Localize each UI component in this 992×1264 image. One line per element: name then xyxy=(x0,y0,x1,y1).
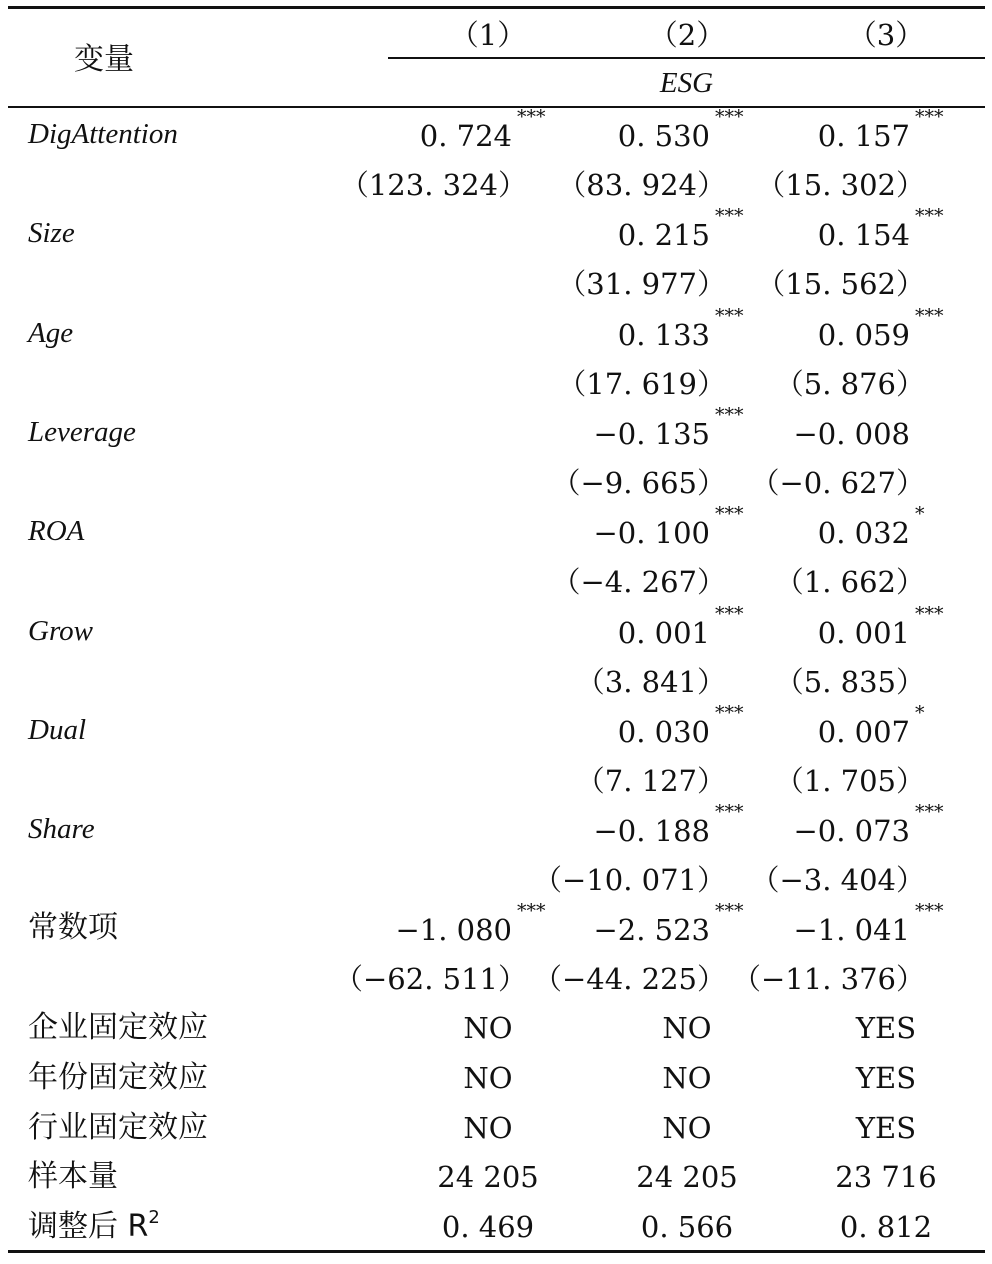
footer-value: 23 716 xyxy=(835,1160,937,1195)
top-rule xyxy=(8,6,985,9)
coefficient: 0. 133 *** xyxy=(617,304,744,352)
footer-label: 调整后 $R^2$ xyxy=(28,1207,160,1245)
coefficient: −1. 080 *** xyxy=(395,900,546,948)
variable-name: Grow xyxy=(28,614,93,647)
significance-stars: *** xyxy=(915,602,944,625)
coefficient: −0. 008 xyxy=(793,416,910,451)
footer-value: 24 205 xyxy=(636,1160,738,1195)
coefficient: 0. 001 *** xyxy=(817,602,944,650)
coefficient: 0. 157 *** xyxy=(817,106,944,153)
footer-label: 企业固定效应 xyxy=(28,1010,208,1045)
coefficient: −0. 100 *** xyxy=(593,503,744,551)
coefficient: −0. 188 *** xyxy=(593,801,744,849)
coefficient: −2. 523 *** xyxy=(593,900,744,948)
significance-stars: *** xyxy=(715,403,744,426)
footer-value: 24 205 xyxy=(437,1160,539,1195)
t-statistic: （1. 705） xyxy=(774,763,925,798)
column-header-3: （3） xyxy=(847,18,925,52)
column-header-2: （2） xyxy=(648,18,726,52)
footer-label: 年份固定效应 xyxy=(28,1059,208,1095)
significance-stars: *** xyxy=(715,503,744,526)
significance-stars: *** xyxy=(915,205,944,228)
t-statistic: （7. 127） xyxy=(575,763,726,798)
footer-value: 0. 469 xyxy=(441,1210,535,1245)
significance-stars: *** xyxy=(715,801,744,824)
footer-label: 行业固定效应 xyxy=(28,1109,208,1145)
t-statistic: （−44. 225） xyxy=(533,962,726,997)
t-statistic: （15. 302） xyxy=(756,168,925,202)
coefficient: −0. 135 *** xyxy=(593,403,744,451)
footer-value: NO xyxy=(662,1060,712,1095)
coefficient: 0. 032 * xyxy=(817,503,925,551)
footer-value: YES xyxy=(855,1011,917,1045)
footer-value: NO xyxy=(463,1011,513,1045)
footer-value: NO xyxy=(463,1110,513,1145)
variable-name: Leverage xyxy=(28,415,136,448)
significance-stars: *** xyxy=(715,602,744,625)
footer-value: YES xyxy=(855,1110,917,1145)
significance-stars: *** xyxy=(915,106,944,128)
significance-stars: *** xyxy=(517,106,546,128)
variable-name: Size xyxy=(28,217,75,250)
variable-name: DigAttention xyxy=(28,118,178,150)
significance-stars: *** xyxy=(715,900,744,923)
t-statistic: （1. 662） xyxy=(774,565,925,600)
t-statistic: （5. 835） xyxy=(774,664,925,699)
significance-stars: *** xyxy=(715,701,744,724)
t-statistic: （17. 619） xyxy=(557,366,726,401)
coefficient: −0. 073 *** xyxy=(793,801,944,849)
t-statistic: （31. 977） xyxy=(557,267,726,302)
coefficient: 0. 059 *** xyxy=(817,304,944,352)
t-statistic: （5. 876） xyxy=(774,366,925,401)
significance-stars: *** xyxy=(915,304,944,327)
t-statistic: （−0. 627） xyxy=(750,465,925,500)
coefficient: 0. 007 * xyxy=(817,701,925,749)
significance-stars: *** xyxy=(517,900,546,923)
t-statistic: （3. 841） xyxy=(575,664,726,699)
footer-value: 0. 812 xyxy=(839,1210,933,1245)
t-statistic: （−62. 511） xyxy=(334,962,527,997)
header-rule xyxy=(8,106,985,108)
t-statistic: （−4. 267） xyxy=(551,565,726,600)
bottom-rule xyxy=(8,1250,985,1253)
coefficient: 0. 001 *** xyxy=(617,602,744,650)
significance-stars: *** xyxy=(915,900,944,923)
variable-name: Age xyxy=(28,316,74,349)
coefficient: 0. 215 *** xyxy=(617,205,744,253)
coefficient: −1. 041 *** xyxy=(793,900,944,948)
footer-value: NO xyxy=(662,1110,712,1145)
coefficient: 0. 530 *** xyxy=(617,106,744,153)
dependent-variable-label: ESG xyxy=(659,67,714,99)
t-statistic: （15. 562） xyxy=(756,267,925,302)
variable-name: ROA xyxy=(28,515,85,548)
t-statistic: （−10. 071） xyxy=(533,863,726,898)
t-statistic: （−11. 376） xyxy=(732,962,925,997)
footer-value: NO xyxy=(463,1060,513,1095)
coefficient: 0. 724 *** xyxy=(419,106,546,153)
column-group-rule xyxy=(388,57,985,59)
footer-value: NO xyxy=(662,1011,712,1045)
footer-value: 0. 566 xyxy=(640,1210,734,1245)
coefficient: 0. 030 *** xyxy=(617,701,744,749)
t-statistic: （−3. 404） xyxy=(750,863,925,898)
variable-name: 常数项 xyxy=(28,910,118,946)
significance-stars: * xyxy=(915,701,925,724)
footer-label: 样本量 xyxy=(28,1159,118,1195)
t-statistic: （−9. 665） xyxy=(551,465,726,500)
significance-stars: *** xyxy=(715,205,744,228)
significance-stars: *** xyxy=(715,106,744,128)
t-statistic: （83. 924） xyxy=(557,168,726,202)
significance-stars: *** xyxy=(715,304,744,327)
variable-name: Dual xyxy=(28,713,86,746)
t-statistic: （123. 324） xyxy=(339,168,527,202)
footer-value: YES xyxy=(855,1060,917,1095)
variable-name: Share xyxy=(28,813,95,846)
column-header-1: （1） xyxy=(449,18,527,52)
coefficient: 0. 154 *** xyxy=(817,205,944,253)
significance-stars: * xyxy=(915,503,925,526)
significance-stars: *** xyxy=(915,801,944,824)
variable-header: 变量 xyxy=(74,42,134,77)
